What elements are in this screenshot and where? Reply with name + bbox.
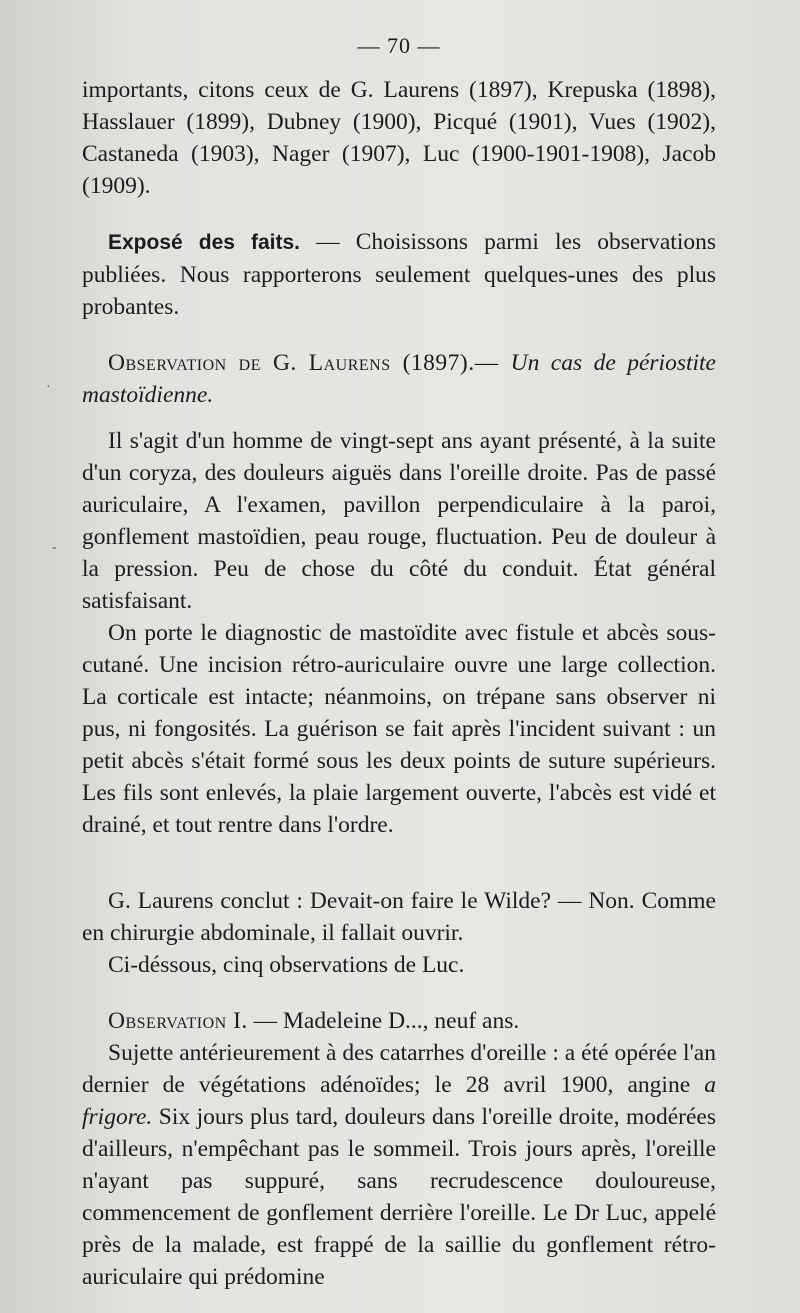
observation-laurens-label: Observation de G. Laurens (1897).— xyxy=(108,350,511,376)
observation-one-subject: — Madeleine D..., neuf ans. xyxy=(247,1008,520,1034)
observation-one-paragraph xyxy=(82,1037,716,1293)
conclusion-note: Ci-déssous, cinq observations de Luc. xyxy=(108,952,465,978)
observation-one-text-start: Sujette antérieurement à des catarrhes d'oreille : a été opérée l'an dernier de végétations adénoïdes; le 28 avril 1900, angine xyxy=(82,1040,716,1098)
observation-laurens-para1: Il s'agit d'un homme de vingt-sept ans ayant présenté, à la suite d'un coryza, des douleurs aiguës dans l'oreille droite. Pas de passé auriculaire, A l'examen, pavillon perpendiculaire à la paroi, gonflement mastoïdien, peau rouge, fluctuation. Peu de douleur à la pression. Peu de chose du côté du conduit. État général satisfaisant. xyxy=(82,428,716,614)
observation-laurens-heading xyxy=(82,347,716,411)
observation-laurens-title: Un cas de périostite mastoïdienne. xyxy=(82,350,716,408)
observation-one-label: Observation I. xyxy=(108,1008,248,1034)
expose-text: — Choisissons parmi les observations publiées. Nous rapporterons seulement quelques-unes des plus probantes. xyxy=(82,229,716,320)
margin-mark: - xyxy=(52,540,57,555)
margin-mark: · xyxy=(46,380,51,395)
page-number: — 70 — xyxy=(357,33,441,58)
conclusion-paragraph: G. Laurens conclut : Devait-on faire le Wilde? — Non. Comme en chirurgie abdominale, il fallait ouvrir. xyxy=(82,888,716,946)
observation-one-heading xyxy=(82,1005,716,1037)
observation-laurens-para2: On porte le diagnostic de mastoïdite avec fistule et abcès sous-cutané. Une incision rétro-auriculaire ouvre une large collection. La corticale est intacte; néanmoins, on trépane sans observer ni pus, ni fongosités. La guérison se fait après l'incident suivant : un petit abcès s'était formé sous les deux points de suture supérieurs. Les fils sont enlevés, la plaie largement ouverte, l'abcès est vidé et drainé, et tout rentre dans l'ordre. xyxy=(82,620,716,838)
expose-heading: Exposé des faits. xyxy=(108,231,301,254)
observation-one-text-end: Six jours plus tard, douleurs dans l'oreille droite, modérées d'ailleurs, n'empêchant pas le sommeil. Trois jours après, l'oreille n'ayant pas suppuré, sans recrudescence douloureuse, commencement de gonflement derrière l'oreille. Le Dr Luc, appelé près de la malade, est frappé de la saillie du gonflement rétro-auriculaire qui prédomine xyxy=(82,1104,716,1290)
intro-paragraph: importants, citons ceux de G. Laurens (1897), Krepuska (1898), Hasslauer (1899), Dubney (1900), Picqué (1901), Vues (1902), Castaneda (1903), Nager (1907), Luc (1900-1901-1908), Jacob (1909). xyxy=(82,77,716,199)
observation-one-italic: a frigore. xyxy=(82,1072,716,1130)
expose-paragraph xyxy=(82,226,716,323)
text-column xyxy=(82,30,716,1293)
